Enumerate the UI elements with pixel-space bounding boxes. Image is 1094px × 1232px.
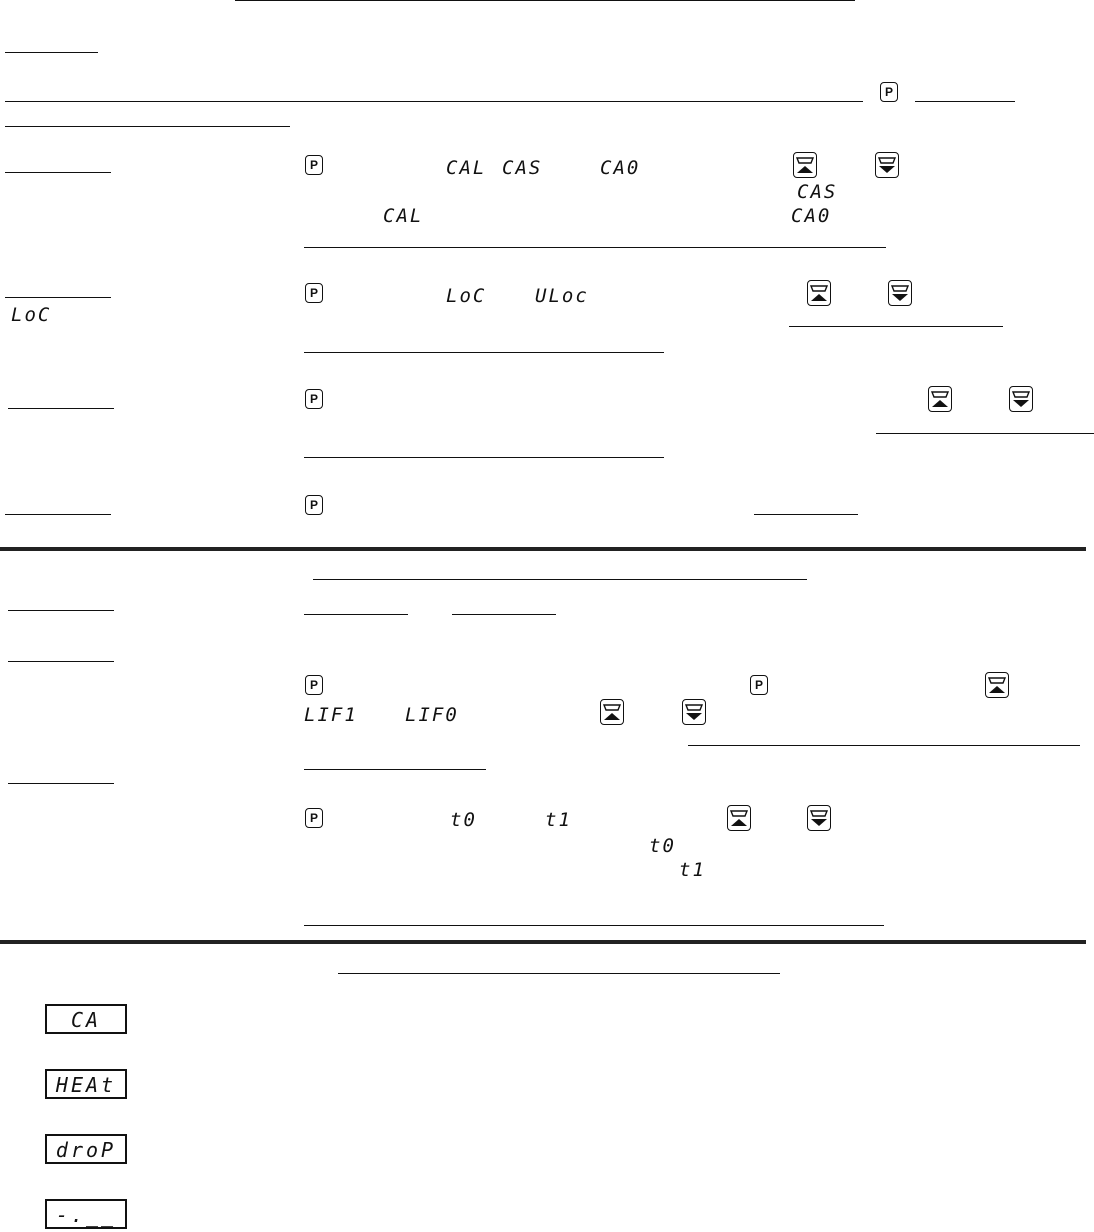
s2-row3-heading-rule bbox=[8, 783, 114, 784]
s2-row3-note-rule bbox=[304, 925, 884, 926]
program-key-icon: P bbox=[305, 283, 323, 303]
indicator-display bbox=[45, 1069, 127, 1099]
display-cal-span-2: CAS bbox=[797, 181, 838, 203]
down-arrow-key-icon bbox=[807, 805, 831, 831]
display-t0-2: t0 bbox=[649, 835, 676, 857]
s2-row1-link-b bbox=[452, 614, 556, 615]
s2-row1-heading-rule bbox=[8, 610, 114, 611]
row3-heading-rule bbox=[8, 408, 114, 409]
lock-heading-rule bbox=[5, 297, 111, 298]
display-lock: LoC bbox=[446, 285, 487, 307]
s2-row1-link-a bbox=[304, 614, 408, 615]
row3-note-rule bbox=[304, 457, 664, 458]
lock-note-rule bbox=[304, 352, 664, 353]
indicator-text: droP bbox=[55, 1138, 117, 1162]
display-lif0: LIF0 bbox=[405, 704, 459, 726]
indicator-display bbox=[45, 1199, 127, 1229]
s2-row2-heading-rule bbox=[8, 661, 114, 662]
calibration-heading-rule bbox=[5, 172, 111, 173]
up-arrow-key-icon bbox=[600, 699, 624, 725]
display-t1-2: t1 bbox=[679, 859, 706, 881]
top-heading-rule bbox=[235, 0, 855, 1]
section-divider bbox=[0, 547, 1086, 551]
lock-tail-rule bbox=[789, 326, 1003, 327]
indicator-text: HEAt bbox=[55, 1073, 117, 1097]
program-key-icon: P bbox=[880, 82, 898, 102]
intro-sub-rule bbox=[5, 126, 290, 127]
up-arrow-key-icon bbox=[985, 672, 1009, 698]
up-arrow-key-icon bbox=[928, 386, 952, 412]
indicator-text: -.__ bbox=[55, 1203, 117, 1227]
display-unlock: ULoc bbox=[535, 285, 589, 307]
indicator-display bbox=[45, 1004, 127, 1034]
display-lif1: LIF1 bbox=[304, 704, 358, 726]
row4-heading-rule bbox=[5, 514, 111, 515]
indicator-display bbox=[45, 1134, 127, 1164]
program-key-icon: P bbox=[305, 675, 323, 695]
section2-heading-rule bbox=[313, 579, 807, 580]
intro-heading-rule bbox=[5, 52, 98, 53]
display-cal-low: CAL bbox=[446, 157, 487, 179]
section3-heading-rule bbox=[338, 973, 780, 974]
up-arrow-key-icon bbox=[793, 152, 817, 178]
display-cal-zero-2: CA0 bbox=[791, 205, 832, 227]
display-cal-low-2: CAL bbox=[383, 205, 424, 227]
up-arrow-key-icon bbox=[807, 280, 831, 306]
display-t1: t1 bbox=[545, 809, 572, 831]
intro-line-rule bbox=[5, 101, 863, 102]
display-cal-span: CAS bbox=[502, 157, 543, 179]
program-key-icon: P bbox=[305, 495, 323, 515]
up-arrow-key-icon bbox=[727, 805, 751, 831]
indicator-text: CA bbox=[70, 1008, 102, 1032]
program-key-icon: P bbox=[305, 808, 323, 828]
display-t0: t0 bbox=[450, 809, 477, 831]
program-key-icon: P bbox=[750, 675, 768, 695]
s2-row2-note-rule bbox=[304, 769, 486, 770]
program-key-icon: P bbox=[305, 155, 323, 175]
intro-tail-rule bbox=[915, 101, 1015, 102]
program-key-icon: P bbox=[305, 389, 323, 409]
down-arrow-key-icon bbox=[888, 280, 912, 306]
down-arrow-key-icon bbox=[1009, 386, 1033, 412]
display-lock-side: LoC bbox=[11, 304, 52, 326]
s2-row2-tail-rule bbox=[688, 745, 1080, 746]
row3-tail-rule bbox=[876, 433, 1094, 434]
calibration-note-rule bbox=[304, 247, 886, 248]
display-cal-zero: CA0 bbox=[600, 157, 641, 179]
down-arrow-key-icon bbox=[875, 152, 899, 178]
row4-tail-rule bbox=[754, 514, 858, 515]
down-arrow-key-icon bbox=[682, 699, 706, 725]
section-divider bbox=[0, 940, 1086, 944]
